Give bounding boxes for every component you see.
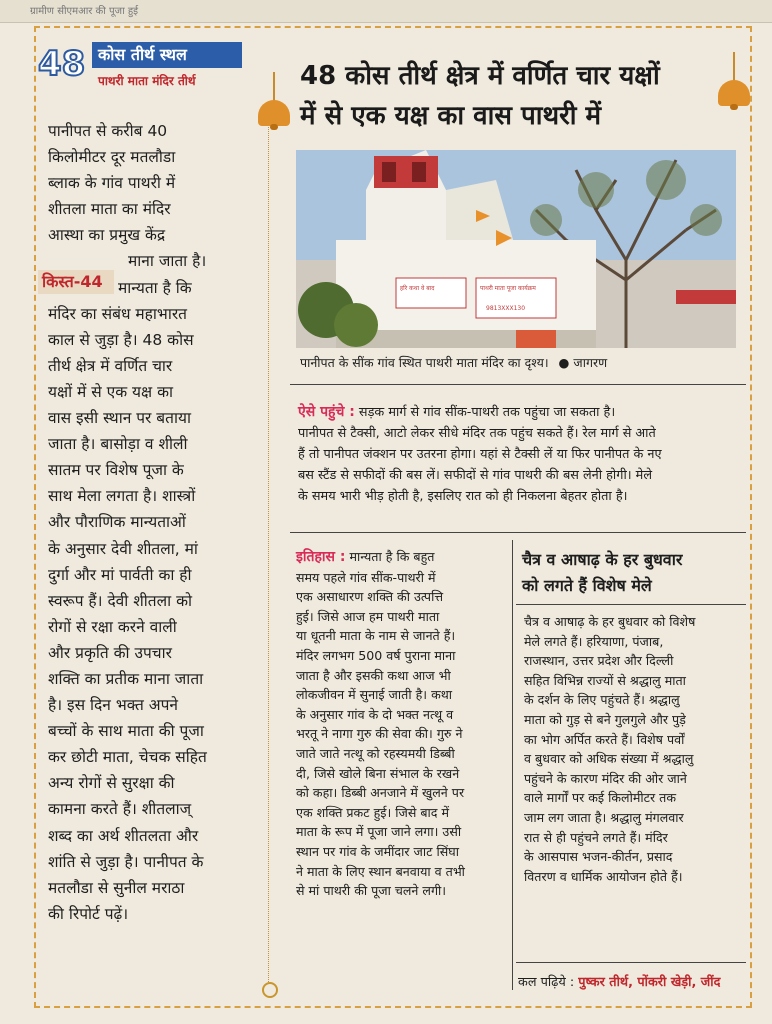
caption-text: पानीपत के सींक गांव स्थित पाथरी माता मंदिर का दृश्य। xyxy=(300,355,549,370)
right-line: जाम लग जाता है। श्रद्धालु मंगलवार xyxy=(524,809,684,825)
left-line: वास इसी स्थान पर बताया xyxy=(48,409,192,428)
right-line: वितरण व धार्मिक आयोजन होते हैं। xyxy=(524,868,683,884)
next-part-label: कल पढ़िये : xyxy=(518,975,575,990)
top-strip-text: ग्रामीण सीएमआर की पूजा हुई xyxy=(30,6,139,17)
history-line: ने माता के लिए स्थान बनवाया व तभी xyxy=(296,863,465,879)
history-line: स्थान पर गांव के जमींदार जाट सिंघा xyxy=(296,843,459,859)
middle-column-divider xyxy=(512,540,513,990)
left-line: माना जाता है। xyxy=(128,252,207,271)
history-line: समय पहले गांव सींक-पाथरी में xyxy=(296,569,436,585)
left-line: दुर्गा और मां पार्वती का ही xyxy=(48,565,192,584)
wall-sign-1: हरि कथा वे बाद xyxy=(400,285,435,292)
wall-sign-phone: 9813XXX130 xyxy=(486,305,526,312)
how-to-reach xyxy=(298,402,742,507)
left-line: स्वरूप हैं। देवी शीतला को xyxy=(48,591,193,610)
history-line: जाता है और इसकी कथा आज भी xyxy=(296,667,451,683)
right-line: व बुधवार को अधिक संख्या में श्रद्धालु xyxy=(524,751,694,767)
bell-left-icon xyxy=(254,72,294,132)
left-line: रोगों से रक्षा करने वाली xyxy=(48,617,177,636)
temple-illustration xyxy=(296,150,736,348)
bell-right-icon xyxy=(714,52,754,112)
left-line: बच्चों के साथ माता की पूजा xyxy=(48,722,204,741)
history-line: हुई। जिसे आज हम पाथरी माता xyxy=(296,608,440,624)
badge-number: 48 xyxy=(38,44,86,84)
left-line: कामना करते हैं। शीतलाज् xyxy=(48,800,192,819)
left-line: काल से जुड़ा है। 48 कोस xyxy=(48,330,194,349)
headline-line: 48 कोस तीर्थ क्षेत्र में वर्णित चार यक्षों xyxy=(300,61,660,91)
right-box-body xyxy=(524,612,746,886)
photo-caption xyxy=(300,354,740,371)
headline xyxy=(300,56,710,136)
left-line: आस्था का प्रमुख केंद्र xyxy=(48,226,166,245)
right-line: चैत्र व आषाढ़ के हर बुधवार को विशेष xyxy=(524,614,696,629)
reach-label: ऐसे पहुंचे : xyxy=(298,404,355,420)
left-line: मान्यता है कि xyxy=(118,278,192,297)
right-line: के दर्शन के लिए पहुंचते हैं। श्रद्धालु xyxy=(524,692,680,708)
reach-line: के समय भारी भीड़ होती है, इसलिए रात को ही निकलना बेहतर होता है। xyxy=(298,489,628,504)
reach-line: सड़क मार्ग से गांव सींक-पाथरी तक पहुंचा जा सकता है। xyxy=(358,405,616,420)
history-line: के अनुसार गांव के दो भक्त नत्थू व xyxy=(296,706,454,722)
temple-photo xyxy=(296,150,736,348)
left-line: सातम पर विशेष पूजा के xyxy=(48,461,184,480)
history-line: भरतू ने नागा गुरु की सेवा की। गुरु ने xyxy=(296,726,463,742)
history-line: या धूतनी माता के नाम से जानते हैं। xyxy=(296,628,456,644)
right-title-line: को लगते हैं विशेष मेले xyxy=(522,576,652,595)
badge-title: कोस तीर्थ स्थल xyxy=(92,42,242,68)
wall-sign-2: पाथरी माता पूजा कार्यक्रम xyxy=(480,285,536,292)
history-line: मान्यता है कि बहुत xyxy=(349,549,435,564)
rule-under-right-title xyxy=(516,604,746,605)
history-line: मंदिर लगभग 500 वर्ष पुराना माना xyxy=(296,647,456,663)
right-line: राजस्थान, उत्तर प्रदेश और दिल्ली xyxy=(524,653,674,669)
left-line: ब्लाक के गांव पाथरी में xyxy=(48,174,176,193)
left-line: जाता है। बासोड़ा व शीली xyxy=(48,435,188,454)
history-line: जाते जाते नत्थू को रहस्यमयी डिब्बी xyxy=(296,745,455,761)
left-line: है। इस दिन भक्त अपने xyxy=(48,696,179,715)
history-section xyxy=(296,547,508,901)
left-line: यक्षों में से एक यक्ष का xyxy=(48,382,173,401)
left-line: किलोमीटर दूर मतलौडा xyxy=(48,148,176,167)
reach-line: पानीपत से टैक्सी, आटो लेकर सीधे मंदिर तक पहुंच सकते हैं। रेल मार्ग से आते xyxy=(298,426,656,441)
left-line: शक्ति का प्रतीक माना जाता xyxy=(48,669,204,688)
history-line: एक शक्ति प्रकट हुई। जिसे बाद में xyxy=(296,804,450,820)
left-line: मतलौडा से सुनील मराठा xyxy=(48,878,185,897)
column-divider xyxy=(268,110,269,990)
left-line: अन्य रोगों से सुरक्षा की xyxy=(48,774,175,793)
next-part-note xyxy=(518,972,748,990)
history-line: एक असाधारण शक्ति की उत्पत्ति xyxy=(296,589,444,605)
rule-above-next-part xyxy=(516,962,746,963)
right-line: का भोग अर्पित करते हैं। विशेष पर्वों xyxy=(524,731,685,747)
right-line: के आसपास भजन-कीर्तन, प्रसाद xyxy=(524,849,673,865)
reach-line: हैं तो पानीपत जंक्शन पर उतरना होगा। यहां से टैक्सी लें या फिर पानीपत के नए xyxy=(298,447,662,462)
next-part-value: पुष्कर तीर्थ, पोंकरी खेड़ी, जींद xyxy=(578,975,721,990)
history-line: लोकजीवन में सुनाई जाती है। कथा xyxy=(296,687,453,703)
right-line: मेले लगते हैं। हरियाणा, पंजाब, xyxy=(524,633,664,649)
history-line: से मां पाथरी की पूजा चलने लगी। xyxy=(296,883,447,899)
caption-credit: ● जागरण xyxy=(558,355,608,370)
right-line: पहुंचने के कारण मंदिर की ओर जाने xyxy=(524,770,687,786)
divider-ornament xyxy=(262,982,278,998)
rule-under-photo xyxy=(290,384,746,385)
top-strip xyxy=(0,0,772,23)
left-line: कर छोटी माता, चेचक सहित xyxy=(48,748,207,767)
kist-label: किस्त-44 xyxy=(38,270,114,294)
left-line: तीर्थ क्षेत्र में वर्णित चार xyxy=(48,356,173,375)
left-line: मंदिर का संबंध महाभारत xyxy=(48,304,188,323)
headline-line: में से एक यक्ष का वास पाथरी में xyxy=(300,101,602,131)
right-title-line: चैत्र व आषाढ़ के हर बुधवार xyxy=(522,550,683,569)
badge-subtitle: पाथरी माता मंदिर तीर्थ xyxy=(98,74,196,88)
left-line: और पौराणिक मान्यताओं xyxy=(48,513,186,532)
reach-line: बस स्टैंड से सफीदों की बस लें। सफीदों से गांव पाथरी की बस लेनी होगी। मेले xyxy=(298,468,653,483)
history-line: माता के रूप में पूजा जाने लगा। उसी xyxy=(296,824,462,840)
left-line: पानीपत से करीब 40 xyxy=(48,122,168,140)
right-line: माता को गुड़ से बने गुलगुले और पुड़े xyxy=(524,711,686,727)
left-line: शीतला माता का मंदिर xyxy=(48,200,171,219)
left-line: शांति से जुड़ा है। पानीपत के xyxy=(48,852,204,871)
right-line: वाले मार्गों पर कई किलोमीटर तक xyxy=(524,790,676,806)
left-line: के अनुसार देवी शीतला, मां xyxy=(48,539,198,558)
left-line: शब्द का अर्थ शीतलता और xyxy=(48,826,199,845)
left-line: और प्रकृति की उपचार xyxy=(48,643,172,662)
left-line: साथ मेला लगता है। शास्त्रों xyxy=(48,487,196,506)
series-badge xyxy=(36,36,242,100)
right-line: रात से ही पहुंचने लगते हैं। मंदिर xyxy=(524,829,668,845)
left-column-article xyxy=(48,118,253,927)
history-label: इतिहास : xyxy=(296,549,346,565)
right-box-title xyxy=(522,547,744,599)
rule-under-reach xyxy=(290,532,746,533)
history-line: को कहा। डिब्बी अनजाने में खुलने पर xyxy=(296,785,465,801)
history-line: दी, जिसे खोले बिना संभाल के रखने xyxy=(296,765,460,781)
left-line: की रिपोर्ट पढ़ें। xyxy=(48,904,129,923)
right-line: सहित विभिन्न राज्यों से श्रद्धालु माता xyxy=(524,672,686,688)
